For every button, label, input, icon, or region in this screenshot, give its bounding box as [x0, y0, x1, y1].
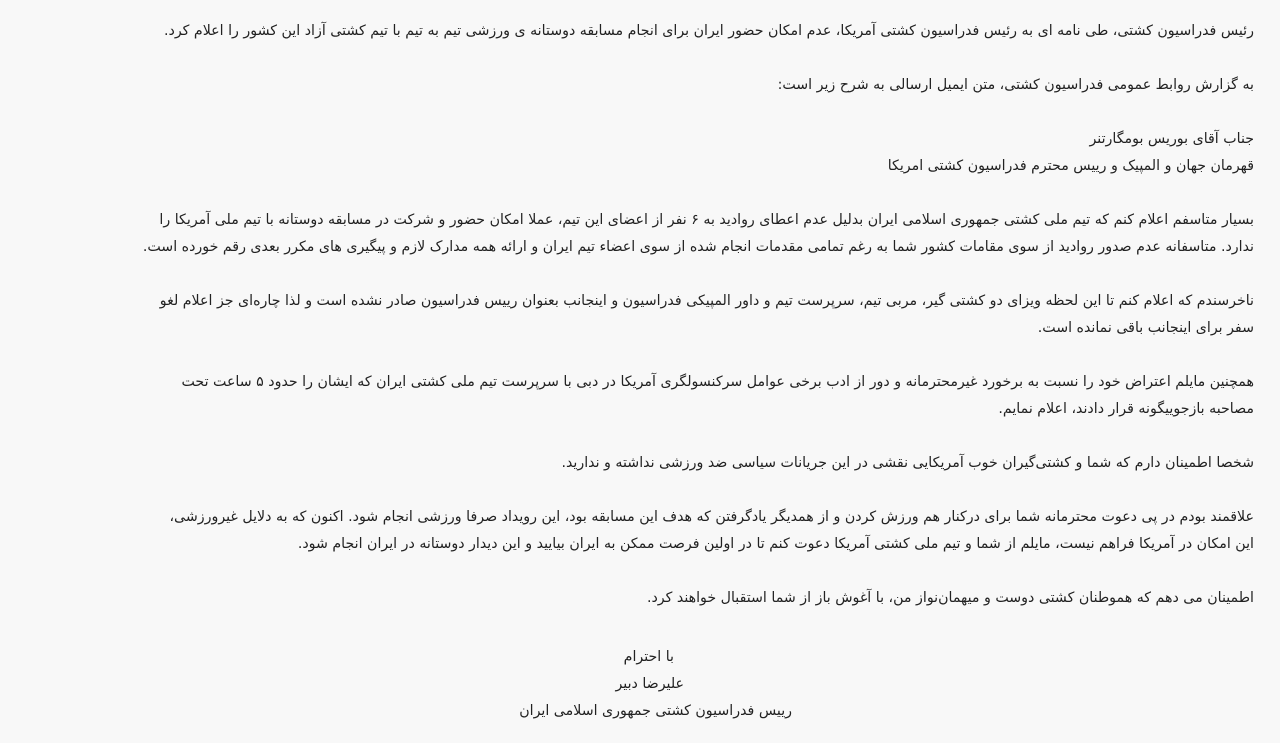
- text-line: به گزارش روابط عمومی فدراسیون کشتی، متن ایمیل ارسالی به شرح زیر است:: [777, 77, 1254, 93]
- body-paragraph-1: [26, 207, 1254, 261]
- signature-block: [492, 644, 792, 725]
- signer-title: رییس فدراسیون کشتی جمهوری اسلامی ایران: [519, 703, 792, 719]
- intro-paragraph: [26, 18, 1254, 45]
- addressee-name: جناب آقای بوریس بومگارتنر: [1089, 131, 1254, 147]
- body-paragraph-5: [26, 504, 1254, 558]
- text-line: علاقمند بودم در پی دعوت محترمانه شما برای درکنار هم ورزش کردن و از همدیگر یادگرفتن که هدف این مسابقه بود، این رویداد صرفا ورزشی انجام شود. اکنون که به دلایل غیرورزشی،: [169, 509, 1254, 525]
- text-line: این امکان در آمریکا فراهم نیست، مایلم از شما و تیم ملی کشتی آمریکا دعوت کنم تا در اولین فرصت ممکن به ایران بیایید و این دیدار دوستانه در ایران انجام شود.: [297, 536, 1254, 552]
- text-line: همچنین مایلم اعتراض خود را نسبت به برخورد غیرمحترمانه و دور از ادب برخی عوامل سرکنسولگری آمریکا در دبی با سرپرست تیم ملی کشتی ایران که ایشان را حدود ۵ ساعت تحت: [181, 374, 1254, 390]
- text-line: رئیس فدراسیون کشتی، طی نامه ای به رئیس فدراسیون کشتی آمریکا، عدم امکان حضور ایران برای انجام مسابقه دوستانه ی ورزشی تیم به تیم با تیم کشتی آزاد این کشور را اعلام کرد.: [164, 23, 1254, 39]
- closing-line: با احترام: [623, 649, 674, 665]
- text-line: بسیار متاسفم اعلام کنم که تیم ملی کشتی جمهوری اسلامی ایران بدلیل عدم اعطای روادید به ۶ نفر از اعضای این تیم، عملا امکان حضور و شرکت در مسابقه دوستانه با تیم ملی آمریکا را: [159, 212, 1254, 228]
- body-paragraph-4: [26, 450, 1254, 477]
- text-line: ندارد. متاسفانه عدم صدور روادید از سوی مقامات کشور شما به رغم تمامی مقدمات انجام شده از سوی اعضاء تیم ایران و ارائه همه مدارک لازم و پیگیری های مکرر بعدی رقم خورده است.: [142, 239, 1254, 255]
- body-paragraph-6: [26, 585, 1254, 612]
- body-paragraph-3: [26, 369, 1254, 423]
- signer-name: علیرضا دبیر: [615, 676, 684, 692]
- body-paragraph-2: [26, 288, 1254, 342]
- text-line: شخصا اطمینان دارم که شما و کشتی‌گیران خوب آمریکایی نقشی در این جریانات سیاسی ضد ورزشی نداشته و ندارید.: [561, 455, 1254, 471]
- text-line: اطمینان می دهم که هموطنان کشتی دوست و میهمان‌نواز من، با آغوش باز از شما استقبال خواهند کرد.: [646, 590, 1254, 606]
- addressee-title: قهرمان جهان و المپیک و رییس محترم فدراسیون کشتی امریکا: [887, 158, 1254, 174]
- text-line: مصاحبه بازجوییگونه قرار دادند، اعلام نمایم.: [998, 401, 1254, 417]
- addressee-block: [26, 126, 1254, 180]
- text-line: ناخرسندم که اعلام کنم تا این لحظه ویزای دو کشتی گیر، مربی تیم، سرپرست تیم و داور المپیکی فدراسیون و اینجانب بعنوان رییس فدراسیون صادر نشده است و لذا چاره‌ای جز اعلام لغو: [159, 293, 1254, 309]
- text-line: سفر برای اینجانب باقی نمانده است.: [1037, 320, 1254, 336]
- report-paragraph: [26, 72, 1254, 99]
